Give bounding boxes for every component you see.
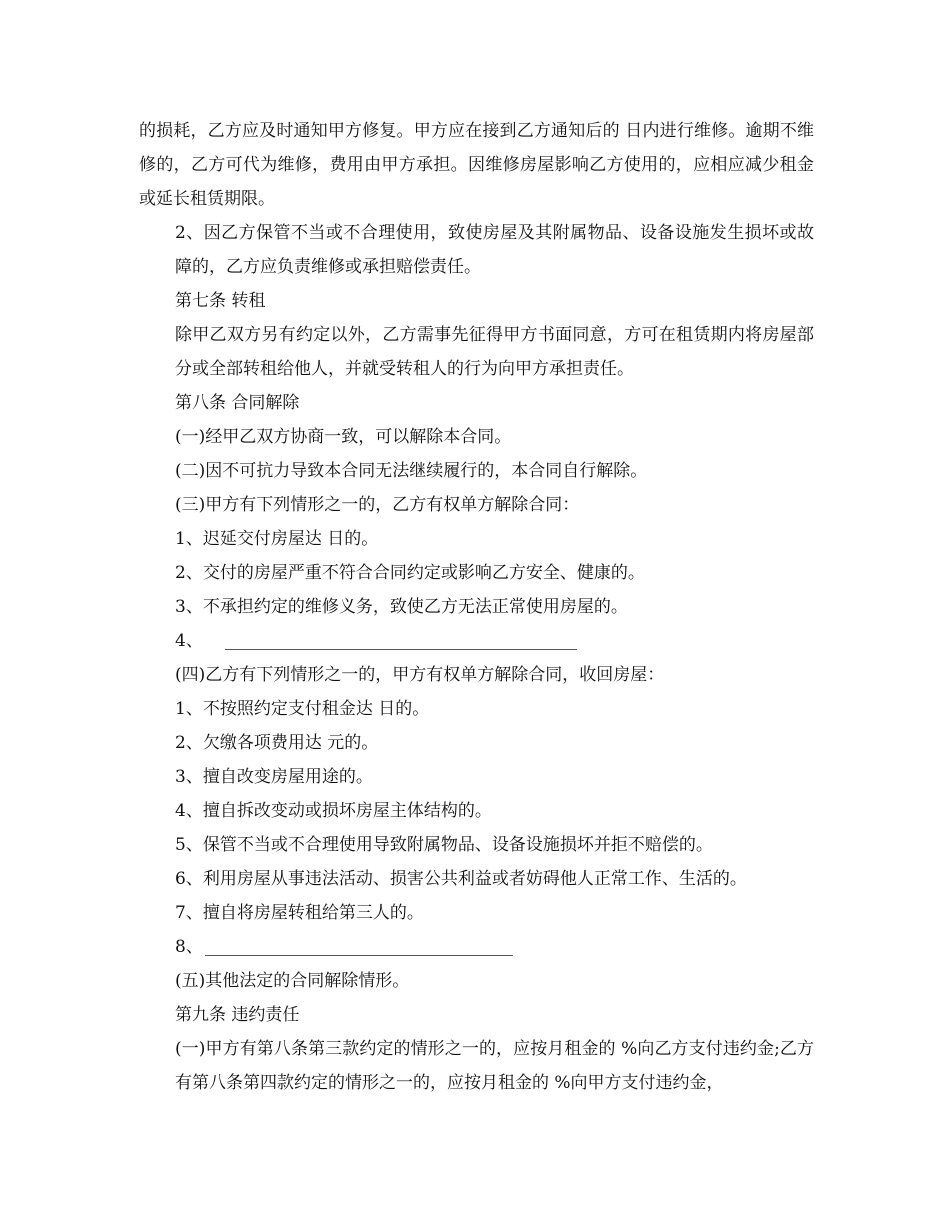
- list-item: 3、擅自改变房屋用途的。: [175, 767, 373, 787]
- list-item: 1、迟延交付房屋达 日的。: [175, 529, 379, 549]
- document-body: [139, 114, 814, 1100]
- section-heading: 第九条 违约责任: [175, 1005, 300, 1025]
- list-item: 1、不按照约定支付租金达 日的。: [175, 699, 430, 719]
- paragraph: 2、因乙方保管不当或不合理使用，致使房屋及其附属物品、设备设施发生损坏或故障的，乙方应负责维修或承担赔偿责任。: [175, 223, 814, 277]
- fill-in-blank-line: [225, 648, 577, 650]
- list-item: 5、保管不当或不合理使用导致附属物品、设备设施损坏并拒不赔偿的。: [175, 835, 713, 855]
- list-item: 6、利用房屋从事违法活动、损害公共利益或者妨碍他人正常工作、生活的。: [175, 869, 747, 889]
- clause: (一)经甲乙双方协商一致，可以解除本合同。: [175, 427, 512, 447]
- clause: (五)其他法定的合同解除情形。: [175, 971, 410, 991]
- list-item-blank: [139, 624, 814, 658]
- list-item: 2、交付的房屋严重不符合合同约定或影响乙方安全、健康的。: [175, 563, 645, 583]
- clause: (四)乙方有下列情形之一的，甲方有权单方解除合同，收回房屋：: [175, 665, 665, 685]
- list-item-number: 4、: [175, 631, 203, 651]
- clause: (二)因不可抗力导致本合同无法继续履行的，本合同自行解除。: [175, 461, 648, 481]
- paragraph: (一)甲方有第八条第三款约定的情形之一的，应按月租金的 %向乙方支付违约金;乙方有第八条第四款约定的情形之一的，应按月租金的 %向甲方支付违约金，: [175, 1039, 814, 1093]
- section-heading: 第七条 转租: [175, 291, 266, 311]
- list-item: 2、欠缴各项费用达 元的。: [175, 733, 379, 753]
- list-item: 7、擅自将房屋转租给第三人的。: [175, 903, 424, 923]
- section-heading: 第八条 合同解除: [175, 393, 300, 413]
- clause: (三)甲方有下列情形之一的，乙方有权单方解除合同：: [175, 495, 580, 515]
- list-item-blank: [139, 930, 814, 964]
- paragraph: 的损耗，乙方应及时通知甲方修复。甲方应在接到乙方通知后的 日内进行维修。逾期不维修的，乙方可代为维修，费用由甲方承担。因维修房屋影响乙方使用的，应相应减少租金或延长租赁期限。: [139, 121, 814, 209]
- fill-in-blank-line: [205, 954, 513, 956]
- paragraph: 除甲乙双方另有约定以外，乙方需事先征得甲方书面同意，方可在租赁期内将房屋部分或全部转租给他人，并就受转租人的行为向甲方承担责任。: [175, 325, 814, 379]
- list-item-number: 8、: [175, 937, 203, 957]
- list-item: 3、不承担约定的维修义务，致使乙方无法正常使用房屋的。: [175, 597, 628, 617]
- list-item: 4、擅自拆改变动或损坏房屋主体结构的。: [175, 801, 492, 821]
